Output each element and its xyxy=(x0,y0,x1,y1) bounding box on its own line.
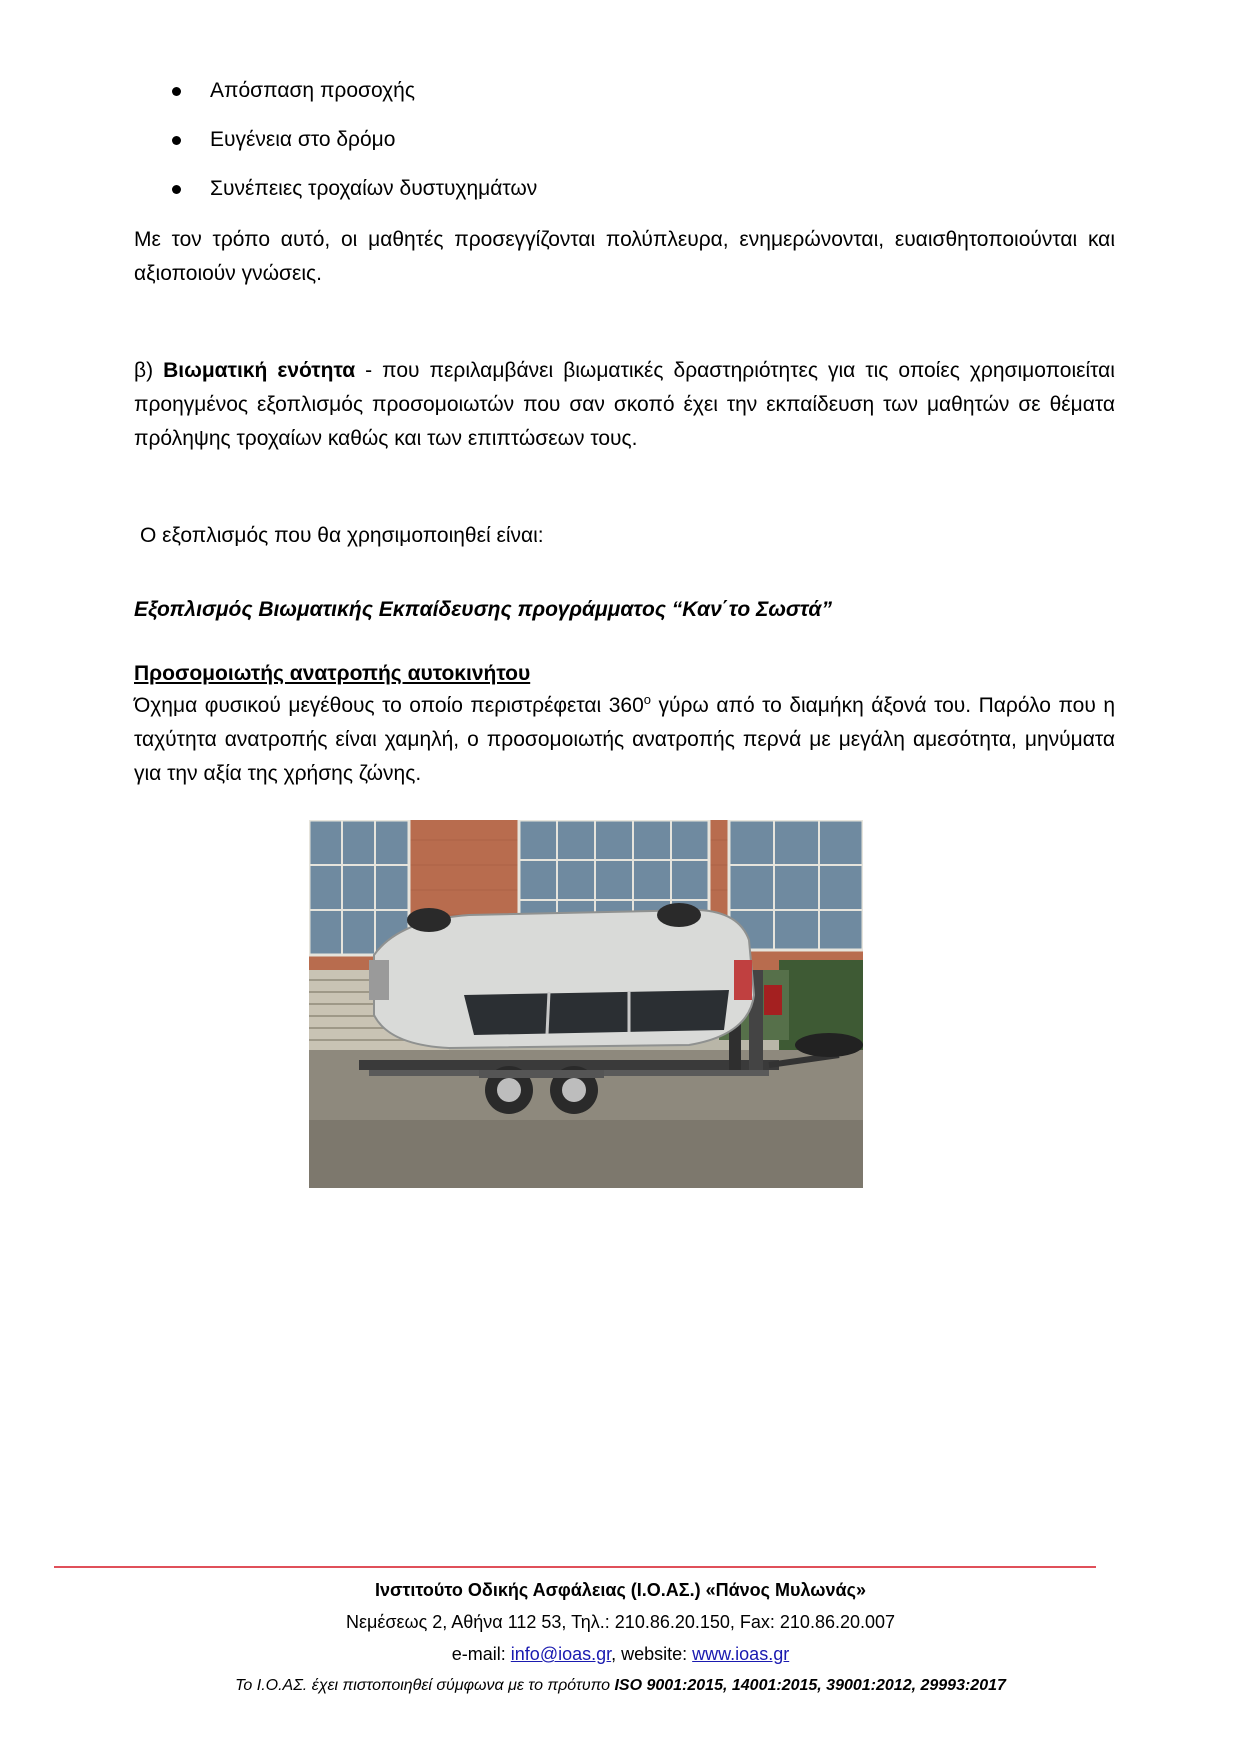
certification-text: Το Ι.Ο.ΑΣ. έχει πιστοποιηθεί σύμφωνα με το πρότυπο xyxy=(235,1677,615,1694)
footer-address: Νεμέσεως 2, Αθήνα 112 53, Τηλ.: 210.86.20.150, Fax: 210.86.20.007 xyxy=(345,1612,896,1632)
section-title: Βιωματική ενότητα xyxy=(163,359,356,382)
list-item-text: Ευγένεια στο δρόμο xyxy=(210,128,396,151)
list-item-text: Απόσπαση προσοχής xyxy=(210,79,415,102)
paragraph-simulator-description xyxy=(134,689,1115,791)
section-description: - που περιλαμβάνει βιωματικές δραστηριότητες για τις οποίες χρησιμοποιείται προηγμένος εξοπλισμός προσομοιωτών που σαν σκοπό έχει την εκπαίδευση των μαθητών σε θέματα πρόληψης τροχαίων καθώς και των επιπτώσεων τους. xyxy=(134,359,1115,450)
website-label: , website: xyxy=(611,1644,693,1664)
list-item xyxy=(170,123,1070,172)
paragraph-approach: Με τον τρόπο αυτό, οι μαθητές προσεγγίζονται πολύπλευρα, ενημερώνονται, ευαισθητοποιούνται και αξιοποιούν γνώσεις. xyxy=(134,228,1115,285)
bullet-icon xyxy=(172,136,181,145)
certification-standards: ISO 9001:2015, 14001:2015, 39001:2012, 29993:2017 xyxy=(614,1677,1006,1694)
email-label: e-mail: xyxy=(451,1644,511,1664)
footer-certification xyxy=(0,1672,1241,1700)
section-prefix: β) xyxy=(134,359,164,382)
website-link[interactable]: www.ioas.gr xyxy=(692,1644,790,1664)
bullet-icon xyxy=(172,185,181,194)
bullet-icon xyxy=(172,87,181,96)
simulator-text-end: γύρω από το διαμήκη άξονά του. Παρόλο που η ταχύτητα ανατροπής είναι χαμηλή, ο προσομοιωτής ανατροπής περνά με μεγάλη αμεσότητα, μηνύματα για την αξία της χρήσης ζώνης. xyxy=(134,694,1115,785)
simulator-heading: Προσομοιωτής ανατροπής αυτοκινήτου xyxy=(134,662,531,685)
list-item-text: Συνέπειες τροχαίων δυστυχημάτων xyxy=(210,177,538,200)
list-item xyxy=(170,172,1070,221)
degree-superscript: ο xyxy=(643,692,651,707)
simulator-text-start: Όχημα φυσικού μεγέθους το οποίο περιστρέφεται 360 xyxy=(134,694,644,717)
footer-organization: Ινστιτούτο Οδικής Ασφάλειας (Ι.Ο.ΑΣ.) «Πάνος Μυλωνάς» xyxy=(375,1580,866,1600)
rollover-simulator-photo xyxy=(309,820,863,1188)
paragraph-equipment-intro: Ο εξοπλισμός που θα χρησιμοποιηθεί είναι: xyxy=(140,524,544,547)
equipment-heading: Εξοπλισμός Βιωματικής Εκπαίδευσης προγράμματος “Καν΄το Σωστά” xyxy=(134,598,832,621)
footer-contact xyxy=(0,1639,1241,1669)
email-link[interactable]: info@ioas.gr xyxy=(510,1644,612,1664)
footer-divider xyxy=(54,1566,1096,1568)
list-item xyxy=(170,74,1070,123)
bullet-list xyxy=(170,74,1070,221)
paragraph-experiential-section xyxy=(134,354,1115,456)
